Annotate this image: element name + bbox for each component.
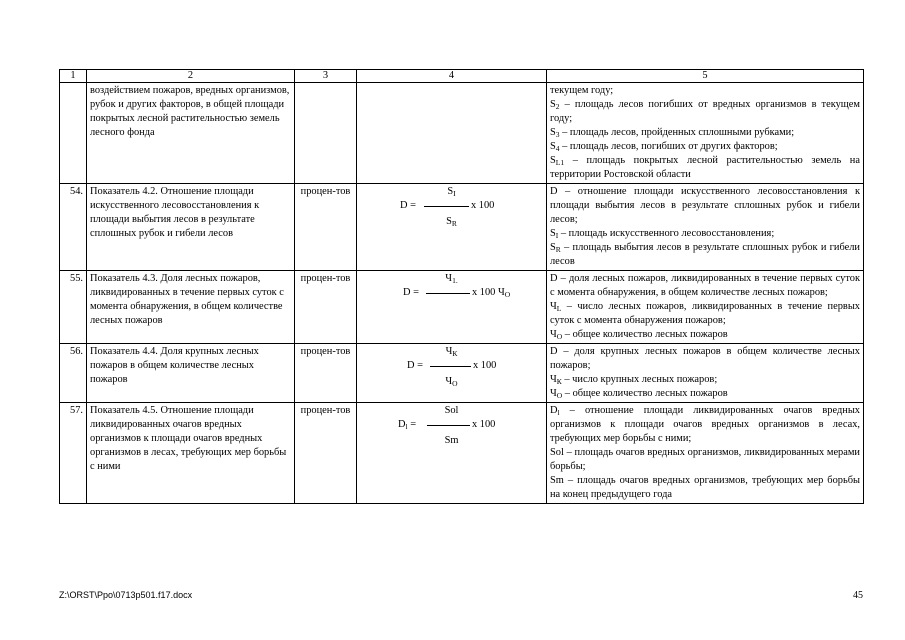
desc-text: – площадь лесов, погибших от других факторов; <box>559 141 778 152</box>
desc-line: $S_I$ – площадь искусственного лесовосстановления; <box>550 228 775 240</box>
desc-line: D – отношение площади искусственного лесовосстановления к площади выбытия лесов в результате сплошных рубок и гибели лесов; <box>550 186 860 225</box>
desc-text: – площадь покрытых лесной растительностью земель на территории Ростовской области <box>550 155 860 180</box>
desc-line: Sm – площадь очагов вредных организмов, требующих мер борьбы на конец предыдущего года <box>550 475 860 500</box>
desc-line <box>550 154 860 182</box>
formula-lhs: D = <box>400 200 416 211</box>
formula-rhs: x 100 <box>471 200 495 211</box>
description <box>547 83 864 184</box>
header-row <box>60 70 864 83</box>
unit: процен-тов <box>295 403 357 504</box>
desc-line: $Ч_О$ – общее количество лесных пожаров <box>550 329 728 341</box>
desc-line: $Ч_О$ – общее количество лесных пожаров <box>550 388 728 400</box>
row-number: 57. <box>60 403 87 504</box>
row-number: 54. <box>60 184 87 271</box>
description <box>547 271 864 344</box>
formula-cell <box>357 403 547 504</box>
desc-line: $D_l$ – отношение площади ликвидированных очагов вредных организмов к площади очагов вредных организмов в лесах, требующих мер борьбы с ними; <box>550 405 860 444</box>
subscript: 3 <box>555 130 560 139</box>
indicator-name: Показатель 4.2. Отношение площади искусственного лесовосстановления к площади выбытия лесов в результате сплошных рубок и гибели лесов <box>87 184 295 271</box>
header-cell: 3 <box>295 70 357 83</box>
formula-lhs: $D_l$ = <box>398 419 417 431</box>
description <box>547 184 864 271</box>
formula-denominator: Sm <box>444 435 459 446</box>
formula-cell <box>357 83 547 184</box>
table-row <box>60 83 864 184</box>
subscript: 4 <box>555 144 560 153</box>
formula <box>360 272 543 320</box>
row-number: 55. <box>60 271 87 344</box>
desc-line <box>550 98 860 126</box>
formula-rhs: x 100 <box>472 419 496 430</box>
fraction-line <box>424 206 469 207</box>
fraction-line <box>426 293 470 294</box>
desc-line: текущем году; <box>550 85 614 96</box>
unit: процен-тов <box>295 184 357 271</box>
formula-denominator: $Ч_О$ <box>445 376 458 388</box>
unit: процен-тов <box>295 344 357 403</box>
header-cell: 1 <box>60 70 87 83</box>
formula-cell <box>357 184 547 271</box>
table-row <box>60 184 864 271</box>
desc-text: – площадь лесов погибших от вредных организмов в текущем году; <box>550 99 860 124</box>
formula-numerator: $S_I$ <box>447 186 456 198</box>
unit: процен-тов <box>295 271 357 344</box>
formula-numerator: Sol <box>444 405 459 416</box>
row-number: 56. <box>60 344 87 403</box>
indicators-table <box>59 69 864 504</box>
subscript: 2 <box>555 102 560 111</box>
formula-numerator: $Ч_К$ <box>445 346 458 358</box>
indicator-name: Показатель 4.4. Доля крупных лесных пожаров в общем количестве лесных пожаров <box>87 344 295 403</box>
formula-cell <box>357 271 547 344</box>
row-number <box>60 83 87 184</box>
indicator-name: воздействием пожаров, вредных организмов, рубок и других факторов, в общей площади покрытых лесной растительностью земель лесного фонда <box>87 83 295 184</box>
formula <box>360 185 543 233</box>
formula-rhs: x 100 $Ч_О$ <box>472 287 511 299</box>
desc-line: D – доля крупных лесных пожаров в общем количестве лесных пожаров; <box>550 346 860 371</box>
formula-denominator: $S_R$ <box>446 216 457 228</box>
subscript: L1 <box>555 158 565 167</box>
header-cell: 2 <box>87 70 295 83</box>
page-number: 45 <box>853 590 863 601</box>
symbol: S <box>550 127 556 138</box>
fraction-line <box>430 366 471 367</box>
indicator-name: Показатель 4.5. Отношение площади ликвидированных очагов вредных организмов к площади очагов вредных организмов в лесах, требующих мер борьбы с ними <box>87 403 295 504</box>
formula-lhs: D = <box>407 360 423 371</box>
indicator-name: Показатель 4.3. Доля лесных пожаров, ликвидированных в течение первых суток с момента обнаружения, в общем количестве лесных пожаров <box>87 271 295 344</box>
table-row <box>60 344 864 403</box>
formula-cell <box>357 344 547 403</box>
table-row <box>60 271 864 344</box>
desc-line: $S_R$ – площадь выбытия лесов в результате сплошных рубок и гибели лесов <box>550 242 860 267</box>
formula <box>360 345 543 393</box>
desc-line: Sol – площадь очагов вредных организмов, ликвидированных мерами борьбы; <box>550 447 860 472</box>
footer-file-path: Z:\ORST\Ppo\0713p501.f17.docx <box>59 590 193 600</box>
description <box>547 403 864 504</box>
desc-line <box>550 126 860 140</box>
desc-line: $Ч_L$ – число лесных пожаров, ликвидированных в течение первых суток с момента обнаружения пожаров; <box>550 301 860 326</box>
desc-line <box>550 140 860 154</box>
unit <box>295 83 357 184</box>
table-row <box>60 403 864 504</box>
desc-line: $Ч_К$ – число крупных лесных пожаров; <box>550 374 718 386</box>
description <box>547 344 864 403</box>
formula-numerator: $Ч_{1.}$ <box>445 273 458 285</box>
formula-lhs: D = <box>403 287 419 298</box>
header-cell: 4 <box>357 70 547 83</box>
symbol: S <box>550 99 556 110</box>
symbol: S <box>550 141 556 152</box>
symbol: S <box>550 155 556 166</box>
formula-rhs: x 100 <box>473 360 497 371</box>
header-cell: 5 <box>547 70 864 83</box>
fraction-line <box>427 425 470 426</box>
desc-line: D – доля лесных пожаров, ликвидированных в течение первых суток с момента обнаружения, в общем количестве лесных пожаров; <box>550 273 860 298</box>
desc-text: – площадь лесов, пройденных сплошными рубками; <box>559 127 795 138</box>
formula <box>360 404 543 452</box>
